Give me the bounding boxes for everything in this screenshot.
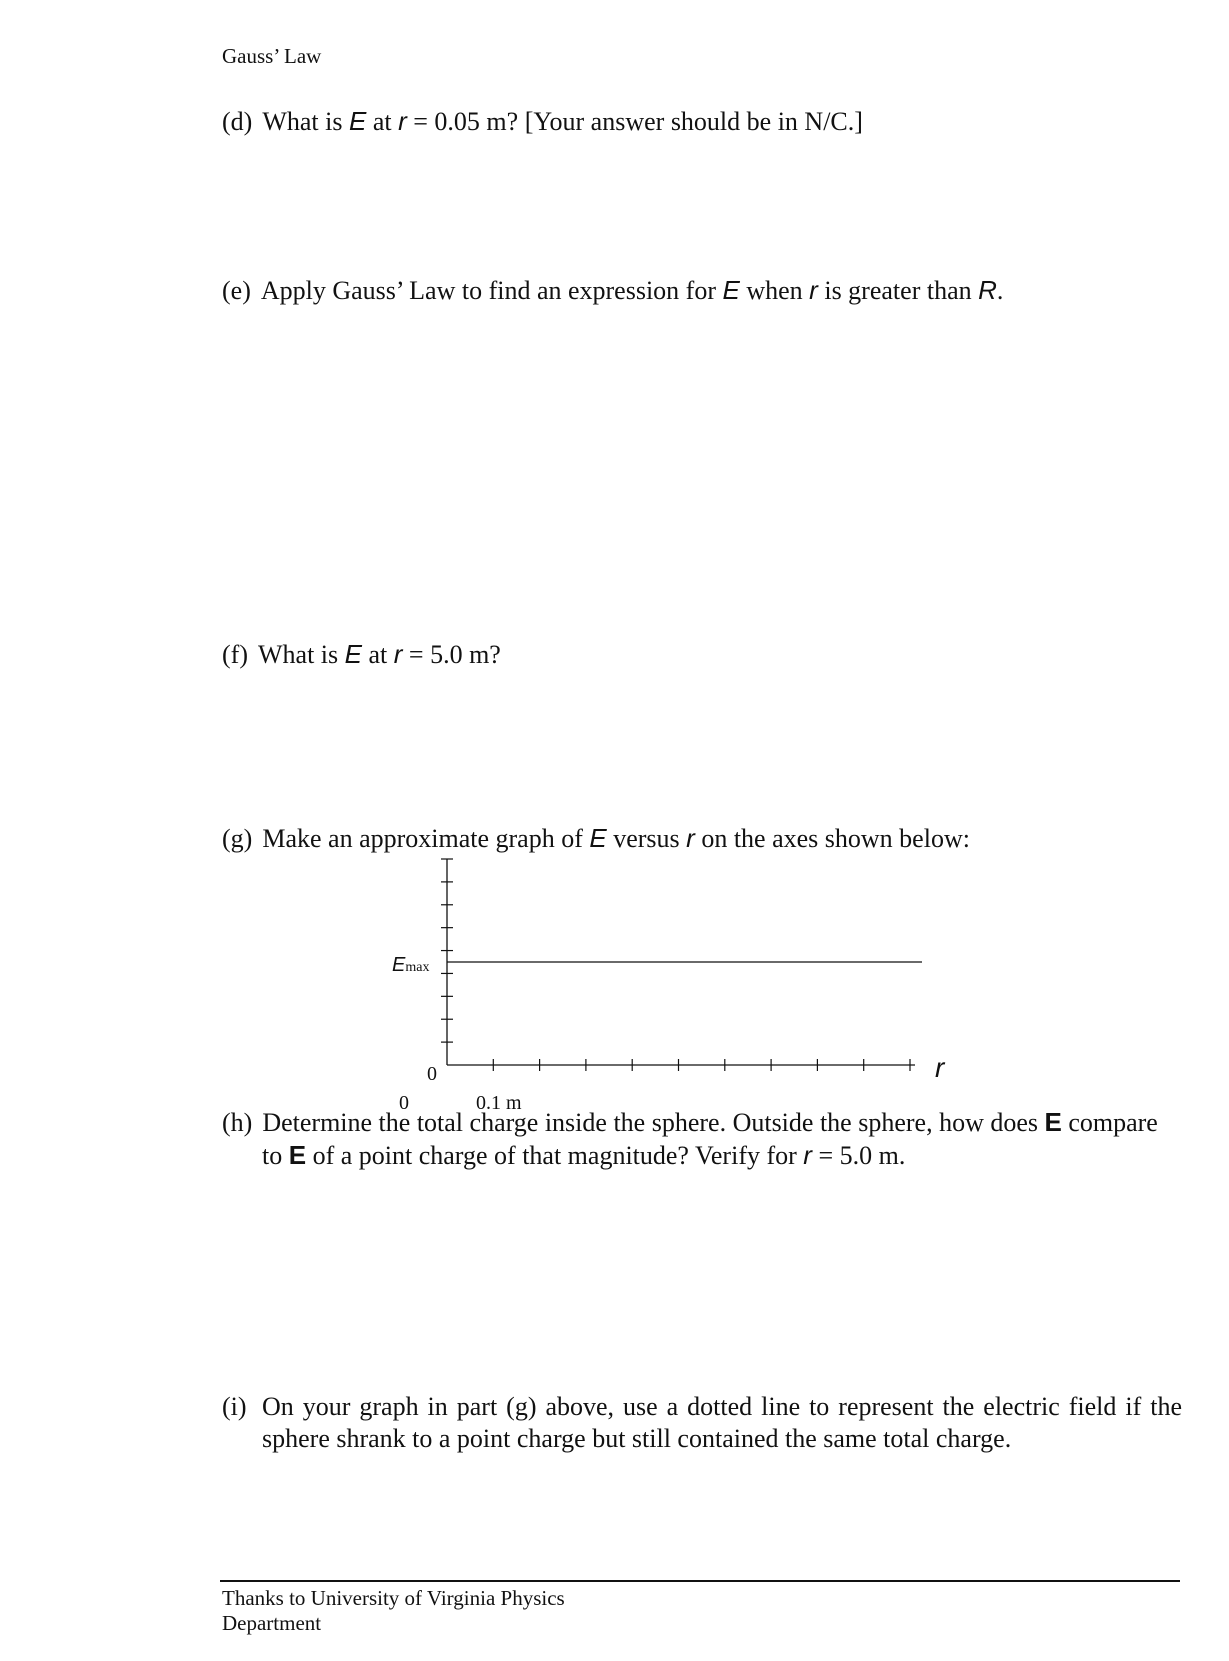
question-f-label: (f): [222, 640, 248, 669]
r-axis-label: r: [935, 1052, 945, 1083]
question-i-label: (i): [222, 1392, 247, 1421]
question-i: (i) On your graph in part (g) above, use a dotted line to represent the electric field if the sphere shrank to a point charge but still contained the same total charge.: [222, 1392, 1182, 1453]
footer-credit: Thanks to University of Virginia Physics Department: [222, 1586, 565, 1635]
question-h: (h) Determine the total charge inside the sphere. Outside the sphere, how does E compare to E of a point charge of that magnitude? Verify for r = 5.0 m.: [222, 1107, 1158, 1170]
question-h-label: (h): [222, 1108, 253, 1137]
footer-divider: [220, 1580, 1180, 1582]
emax-label: Emax: [392, 954, 430, 976]
question-e: (e) Apply Gauss’ Law to find an expression for E when r is greater than R.: [222, 275, 1004, 305]
page-header: Gauss’ Law: [222, 44, 322, 68]
question-f: (f) What is E at r = 5.0 m?: [222, 639, 501, 669]
e-vs-r-graph[interactable]: [370, 855, 970, 1115]
question-g-label: (g): [222, 824, 253, 853]
question-d-label: (d): [222, 107, 253, 136]
y-origin-label: 0: [427, 1063, 437, 1085]
x-tick-label: 0.1 m: [476, 1092, 522, 1114]
question-g: (g) Make an approximate graph of E versus r on the axes shown below:: [222, 823, 970, 853]
x-origin-label: 0: [399, 1092, 409, 1114]
question-e-label: (e): [222, 276, 251, 305]
question-d: (d) What is E at r = 0.05 m? [Your answer should be in N/C.]: [222, 106, 863, 136]
